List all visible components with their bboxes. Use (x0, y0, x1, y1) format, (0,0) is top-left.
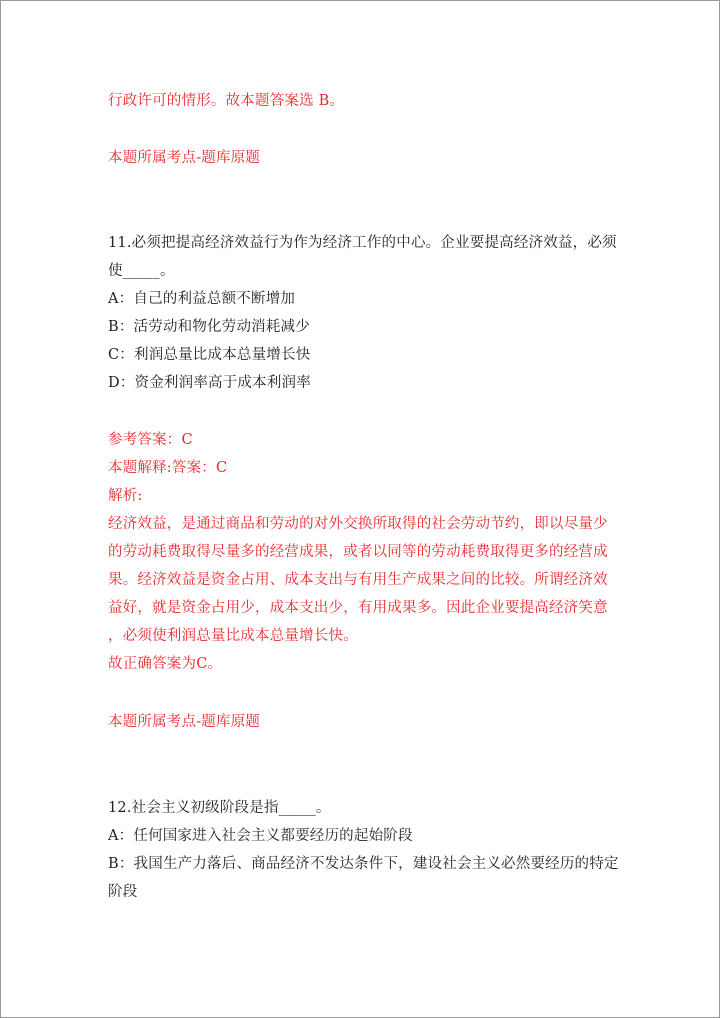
q11-analysis-line: 经济效益，是通过商品和劳动的对外交换所取得的社会劳动节约，即以尽量少 (108, 516, 608, 532)
q11-option-d: D：资金利润率高于成本利润率 (108, 375, 311, 391)
q12-option-b-line2: 阶段 (108, 884, 138, 900)
q11-correct-answer: 故正确答案为C。 (108, 656, 223, 672)
q11-option-a: A：自己的利益总额不断增加 (108, 291, 296, 307)
q12-option-a: A：任何国家进入社会主义都要经历的起始阶段 (108, 828, 413, 844)
q11-source-tag: 本题所属考点-题库原题 (108, 714, 261, 730)
q11-analysis-line: 果。经济效益是资金占用、成本支出与有用生产成果之间的比较。所谓经济效 (108, 572, 608, 588)
q11-stem-line2: 使_____。 (108, 263, 175, 279)
q11-reference-answer: 参考答案：C (108, 432, 193, 448)
q12-stem: 12.社会主义初级阶段是指_____。 (108, 800, 331, 816)
q11-analysis-line: 的劳动耗费取得尽量多的经营成果，或者以同等的劳动耗费取得更多的经营成 (108, 544, 608, 560)
q12-option-b-line1: B：我国生产力落后、商品经济不发达条件下，建设社会主义必然要经历的特定 (108, 856, 619, 872)
previous-source-tag: 本题所属考点-题库原题 (108, 150, 261, 166)
q11-analysis-line: ，必须使利润总量比成本总量增长快。 (108, 628, 358, 644)
q11-explanation-answer: 本题解释:答案：C (108, 460, 228, 476)
q11-stem-line1: 11.必须把提高经济效益行为作为经济工作的中心。企业要提高经济效益，必须 (108, 235, 617, 251)
q11-analysis-label: 解析: (108, 488, 143, 504)
q11-option-c: C：利润总量比成本总量增长快 (108, 347, 311, 363)
q11-analysis-line: 益好，就是资金占用少，成本支出少，有用成果多。因此企业要提高经济笑意 (108, 600, 608, 616)
previous-answer-tail: 行政许可的情形。故本题答案选 B。 (108, 93, 345, 109)
q11-option-b: B：活劳动和物化劳动消耗减少 (108, 319, 310, 335)
